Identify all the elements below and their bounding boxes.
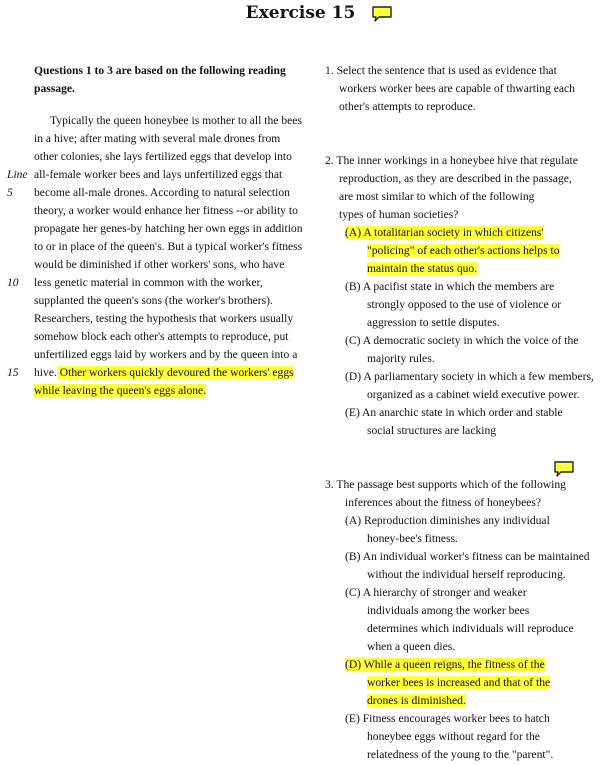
question-line: [325, 368, 595, 386]
question-line: [325, 512, 595, 530]
question-line: [325, 260, 595, 278]
passage-line: [34, 310, 302, 328]
line-number: 15: [7, 366, 19, 379]
line-number: 5: [7, 186, 13, 199]
question-line: [325, 638, 595, 656]
question-line: [325, 422, 595, 440]
question-line: [325, 710, 595, 728]
question-text: (A) Reproduction diminishes any individual: [345, 514, 550, 527]
question-line: [325, 314, 595, 332]
question-line: [325, 494, 595, 512]
question-line: [325, 404, 595, 422]
question-line: [325, 584, 595, 602]
highlighted-text: while leaving the queen's eggs alone.: [34, 384, 207, 397]
passage-line: [34, 148, 302, 166]
question-line: [325, 296, 595, 314]
question-line: [325, 224, 595, 242]
question-line: [325, 80, 595, 98]
passage-line-text: theory, a worker would enhance her fitness --or ability to: [34, 204, 298, 217]
question-line: [325, 674, 595, 692]
line-number: Line: [7, 168, 28, 181]
reading-passage: [7, 62, 303, 400]
passage-line-text: other colonies, she lays fertilized eggs that develop into: [34, 150, 292, 163]
questions-panel: [325, 62, 595, 764]
question-text: reproduction, as they are described in the passage,: [339, 172, 572, 185]
question-text: social structures are lacking: [367, 424, 497, 437]
passage-line: [7, 184, 302, 202]
passage-line: [34, 292, 302, 310]
question-text: other's attempts to reproduce.: [339, 100, 476, 113]
question-text: inferences about the fitness of honeybees?: [345, 496, 542, 509]
passage-line: [34, 202, 302, 220]
highlighted-answer-text: (D) While a queen reigns, the fitness of the: [345, 658, 545, 671]
passage-line: [34, 346, 302, 364]
question-text: (E) Fitness encourages worker bees to hatch: [345, 712, 550, 725]
question-line: [325, 530, 595, 548]
question-line: [325, 188, 595, 206]
passage-line-text: all-female worker bees and lays unfertilized eggs that: [34, 168, 283, 181]
page-title: Exercise 15: [245, 3, 356, 23]
passage-line: [34, 238, 302, 256]
question-line: [325, 332, 595, 350]
highlighted-answer-text: maintain the status quo.: [367, 262, 478, 275]
passage-heading-line: passage.: [34, 82, 75, 95]
passage-line-text: propagate her genes-by hatching her own eggs in addition: [34, 222, 303, 235]
question-text: when a queen dies.: [367, 640, 456, 653]
question-line: [325, 62, 595, 80]
highlighted-answer-text: drones is diminished.: [367, 694, 466, 707]
question-text: (C) A democratic society in which the voice of the: [345, 334, 579, 347]
question-line: [325, 692, 595, 710]
passage-line: [34, 328, 302, 346]
question-text: determines which individuals will reproduce: [367, 622, 574, 635]
passage-line-text: hive.: [34, 366, 57, 379]
passage-line: [34, 382, 302, 400]
highlighted-text: Other workers quickly devoured the workers' eggs: [56, 366, 294, 379]
passage-line: [34, 130, 302, 148]
question-line: [325, 242, 595, 260]
question-text: organized as a cabinet wield executive power.: [367, 388, 580, 401]
question-text: 1. Select the sentence that is used as evidence that: [325, 64, 557, 77]
question-text: (B) A pacifist state in which the members are: [345, 280, 555, 293]
question-line: [325, 278, 595, 296]
highlighted-answer-text: worker bees is increased and that of the: [367, 676, 551, 689]
question-text: individuals among the worker bees: [367, 604, 530, 617]
passage-line: [34, 112, 302, 130]
passage-line-text: would be diminished if other workers' sons, who have: [34, 258, 285, 271]
question-line: [325, 602, 595, 620]
question-text: are most similar to which of the following: [339, 190, 535, 203]
question-line: [325, 206, 595, 224]
question-line: [325, 170, 595, 188]
question-text: workers worker bees are capable of thwarting each: [339, 82, 575, 95]
passage-line-text: supplanted the queen's sons (the worker's brothers).: [34, 294, 273, 307]
line-number: 10: [7, 276, 19, 289]
passage-line-text: somehow block each other's attempts to reproduce, put: [34, 330, 289, 343]
question-text: (E) An anarchic state in which order and stable: [345, 406, 563, 419]
passage-line: [7, 364, 302, 382]
passage-line-text: less genetic material in common with the worker,: [34, 276, 263, 289]
question-text: (C) A hierarchy of stronger and weaker: [345, 586, 527, 599]
question-line: [325, 746, 595, 764]
passage-heading: [34, 62, 302, 98]
question-text: honeybee eggs without regard for the: [367, 730, 540, 743]
passage-line-text: to or in place of the queen's. But a typical worker's fitness: [34, 240, 303, 253]
question-text: without the individual herself reproducing.: [367, 568, 566, 581]
question-text: relatedness of the young to the "parent".: [367, 748, 554, 761]
question-text: aggression to settle disputes.: [367, 316, 500, 329]
passage-line-text: Researchers, testing the hypothesis that workers usually: [34, 312, 294, 325]
page-header: [0, 3, 601, 23]
question-line: [325, 728, 595, 746]
question-text: (D) A parliamentary society in which a few members,: [345, 370, 594, 383]
comment-note-icon[interactable]: [371, 5, 393, 29]
passage-text: [7, 112, 303, 400]
passage-line-text: unfertilized eggs laid by workers and by the queen into a: [34, 348, 298, 361]
question-text: 3. The passage best supports which of the following: [325, 478, 566, 491]
question-line: [325, 350, 595, 368]
question-text: strongly opposed to the use of violence or: [367, 298, 562, 311]
question-line: [325, 620, 595, 638]
question-text: types of human societies?: [339, 208, 459, 221]
question-line: [325, 656, 595, 674]
question-line: [325, 98, 595, 116]
question-text: (B) An individual worker's fitness can be maintained: [345, 550, 590, 563]
highlighted-answer-text: "policing" of each other's actions helps to: [367, 244, 560, 257]
passage-line-text: in a hive; after mating with several male drones from: [34, 132, 281, 145]
question-line: [325, 386, 595, 404]
comment-note-icon[interactable]: [553, 460, 575, 484]
passage-heading-line: Questions 1 to 3 are based on the following reading: [34, 64, 286, 77]
passage-line-text: Typically the queen honeybee is mother to all the bees: [50, 114, 302, 127]
question-line: [325, 566, 595, 584]
question-text: honey-bee's fitness.: [367, 532, 458, 545]
passage-line: [7, 166, 302, 184]
passage-line-text: become all-male drones. According to natural selection: [34, 186, 290, 199]
question-line: [325, 548, 595, 566]
passage-line: [34, 256, 302, 274]
highlighted-answer-text: (A) A totalitarian society in which citizens': [345, 226, 544, 239]
passage-line: [7, 274, 302, 292]
question-text: majority rules.: [367, 352, 435, 365]
question-text: 2. The inner workings in a honeybee hive that regulate: [325, 154, 578, 167]
question-line: [325, 152, 595, 170]
passage-line: [34, 220, 302, 238]
